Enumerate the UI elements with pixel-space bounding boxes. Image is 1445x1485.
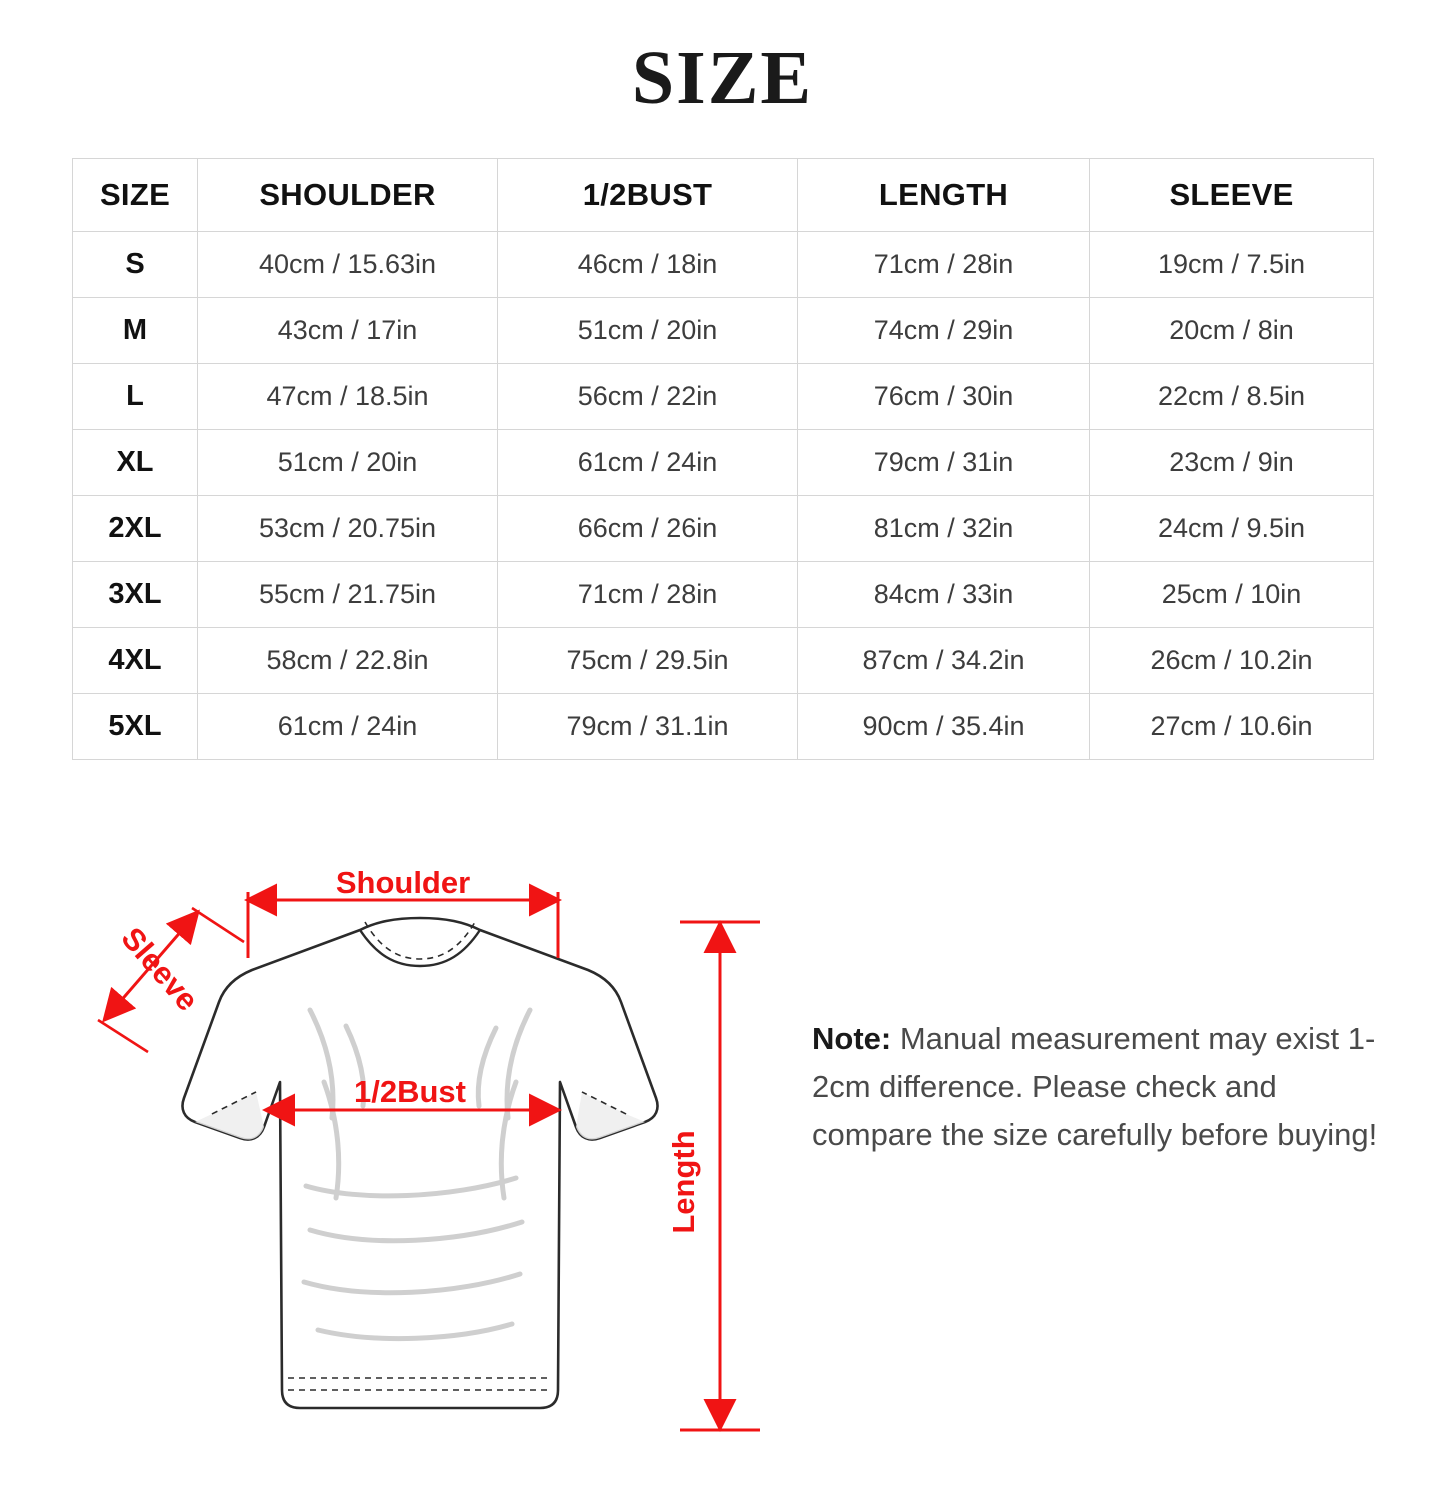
- tshirt-outline-shape: [182, 918, 657, 1408]
- cell-sleeve: 27cm / 10.6in: [1090, 694, 1374, 760]
- page-title: SIZE: [631, 36, 814, 120]
- cell-length: 87cm / 34.2in: [798, 628, 1090, 694]
- table-row: [73, 562, 1374, 628]
- cell-shoulder: 61cm / 24in: [198, 694, 498, 760]
- note-text: Manual measurement may exist 1-2cm difference. Please check and compare the size carefully before buying!: [812, 1021, 1378, 1153]
- cell-length: 84cm / 33in: [798, 562, 1090, 628]
- cell-length: 90cm / 35.4in: [798, 694, 1090, 760]
- cell-size: M: [73, 298, 198, 364]
- cell-size: L: [73, 364, 198, 430]
- cell-length: 76cm / 30in: [798, 364, 1090, 430]
- cell-size: 4XL: [73, 628, 198, 694]
- cell-length: 81cm / 32in: [798, 496, 1090, 562]
- cell-bust: 56cm / 22in: [498, 364, 798, 430]
- cell-size: 5XL: [73, 694, 198, 760]
- table-row: [73, 364, 1374, 430]
- size-chart-table: [72, 158, 1374, 760]
- column-header-length: LENGTH: [798, 159, 1090, 232]
- column-header-sleeve: SLEEVE: [1090, 159, 1374, 232]
- note-block: [812, 1015, 1392, 1159]
- cell-shoulder: 53cm / 20.75in: [198, 496, 498, 562]
- length-measure-label: Length: [666, 1130, 701, 1234]
- cell-size: 3XL: [73, 562, 198, 628]
- cell-sleeve: 26cm / 10.2in: [1090, 628, 1374, 694]
- table-header-row: [73, 159, 1374, 232]
- cell-size: XL: [73, 430, 198, 496]
- column-header-shoulder: SHOULDER: [198, 159, 498, 232]
- cell-sleeve: 22cm / 8.5in: [1090, 364, 1374, 430]
- cell-sleeve: 25cm / 10in: [1090, 562, 1374, 628]
- table-row: [73, 232, 1374, 298]
- cell-sleeve: 20cm / 8in: [1090, 298, 1374, 364]
- table-row: [73, 694, 1374, 760]
- cell-sleeve: 23cm / 9in: [1090, 430, 1374, 496]
- table-row: [73, 298, 1374, 364]
- cell-bust: 51cm / 20in: [498, 298, 798, 364]
- cell-shoulder: 51cm / 20in: [198, 430, 498, 496]
- cell-size: S: [73, 232, 198, 298]
- cell-shoulder: 58cm / 22.8in: [198, 628, 498, 694]
- cell-bust: 71cm / 28in: [498, 562, 798, 628]
- cell-bust: 79cm / 31.1in: [498, 694, 798, 760]
- measurement-diagram-area: [0, 820, 1445, 1485]
- bust-measure-label: 1/2Bust: [354, 1074, 466, 1109]
- column-header-bust: 1/2BUST: [498, 159, 798, 232]
- cell-bust: 46cm / 18in: [498, 232, 798, 298]
- shoulder-measure-label: Shoulder: [335, 865, 471, 900]
- sleeve-measure-label: Sleeve: [114, 920, 206, 1018]
- cell-shoulder: 55cm / 21.75in: [198, 562, 498, 628]
- cell-bust: 75cm / 29.5in: [498, 628, 798, 694]
- column-header-size: SIZE: [73, 159, 198, 232]
- cell-length: 79cm / 31in: [798, 430, 1090, 496]
- tshirt-measurement-diagram: [60, 830, 800, 1480]
- cell-sleeve: 24cm / 9.5in: [1090, 496, 1374, 562]
- size-chart-table-container: [72, 158, 1373, 760]
- cell-length: 74cm / 29in: [798, 298, 1090, 364]
- cell-bust: 61cm / 24in: [498, 430, 798, 496]
- cell-bust: 66cm / 26in: [498, 496, 798, 562]
- cell-shoulder: 40cm / 15.63in: [198, 232, 498, 298]
- note-label: Note:: [812, 1021, 892, 1056]
- cell-shoulder: 43cm / 17in: [198, 298, 498, 364]
- table-row: [73, 628, 1374, 694]
- cell-sleeve: 19cm / 7.5in: [1090, 232, 1374, 298]
- table-row: [73, 496, 1374, 562]
- cell-size: 2XL: [73, 496, 198, 562]
- cell-shoulder: 47cm / 18.5in: [198, 364, 498, 430]
- table-row: [73, 430, 1374, 496]
- cell-length: 71cm / 28in: [798, 232, 1090, 298]
